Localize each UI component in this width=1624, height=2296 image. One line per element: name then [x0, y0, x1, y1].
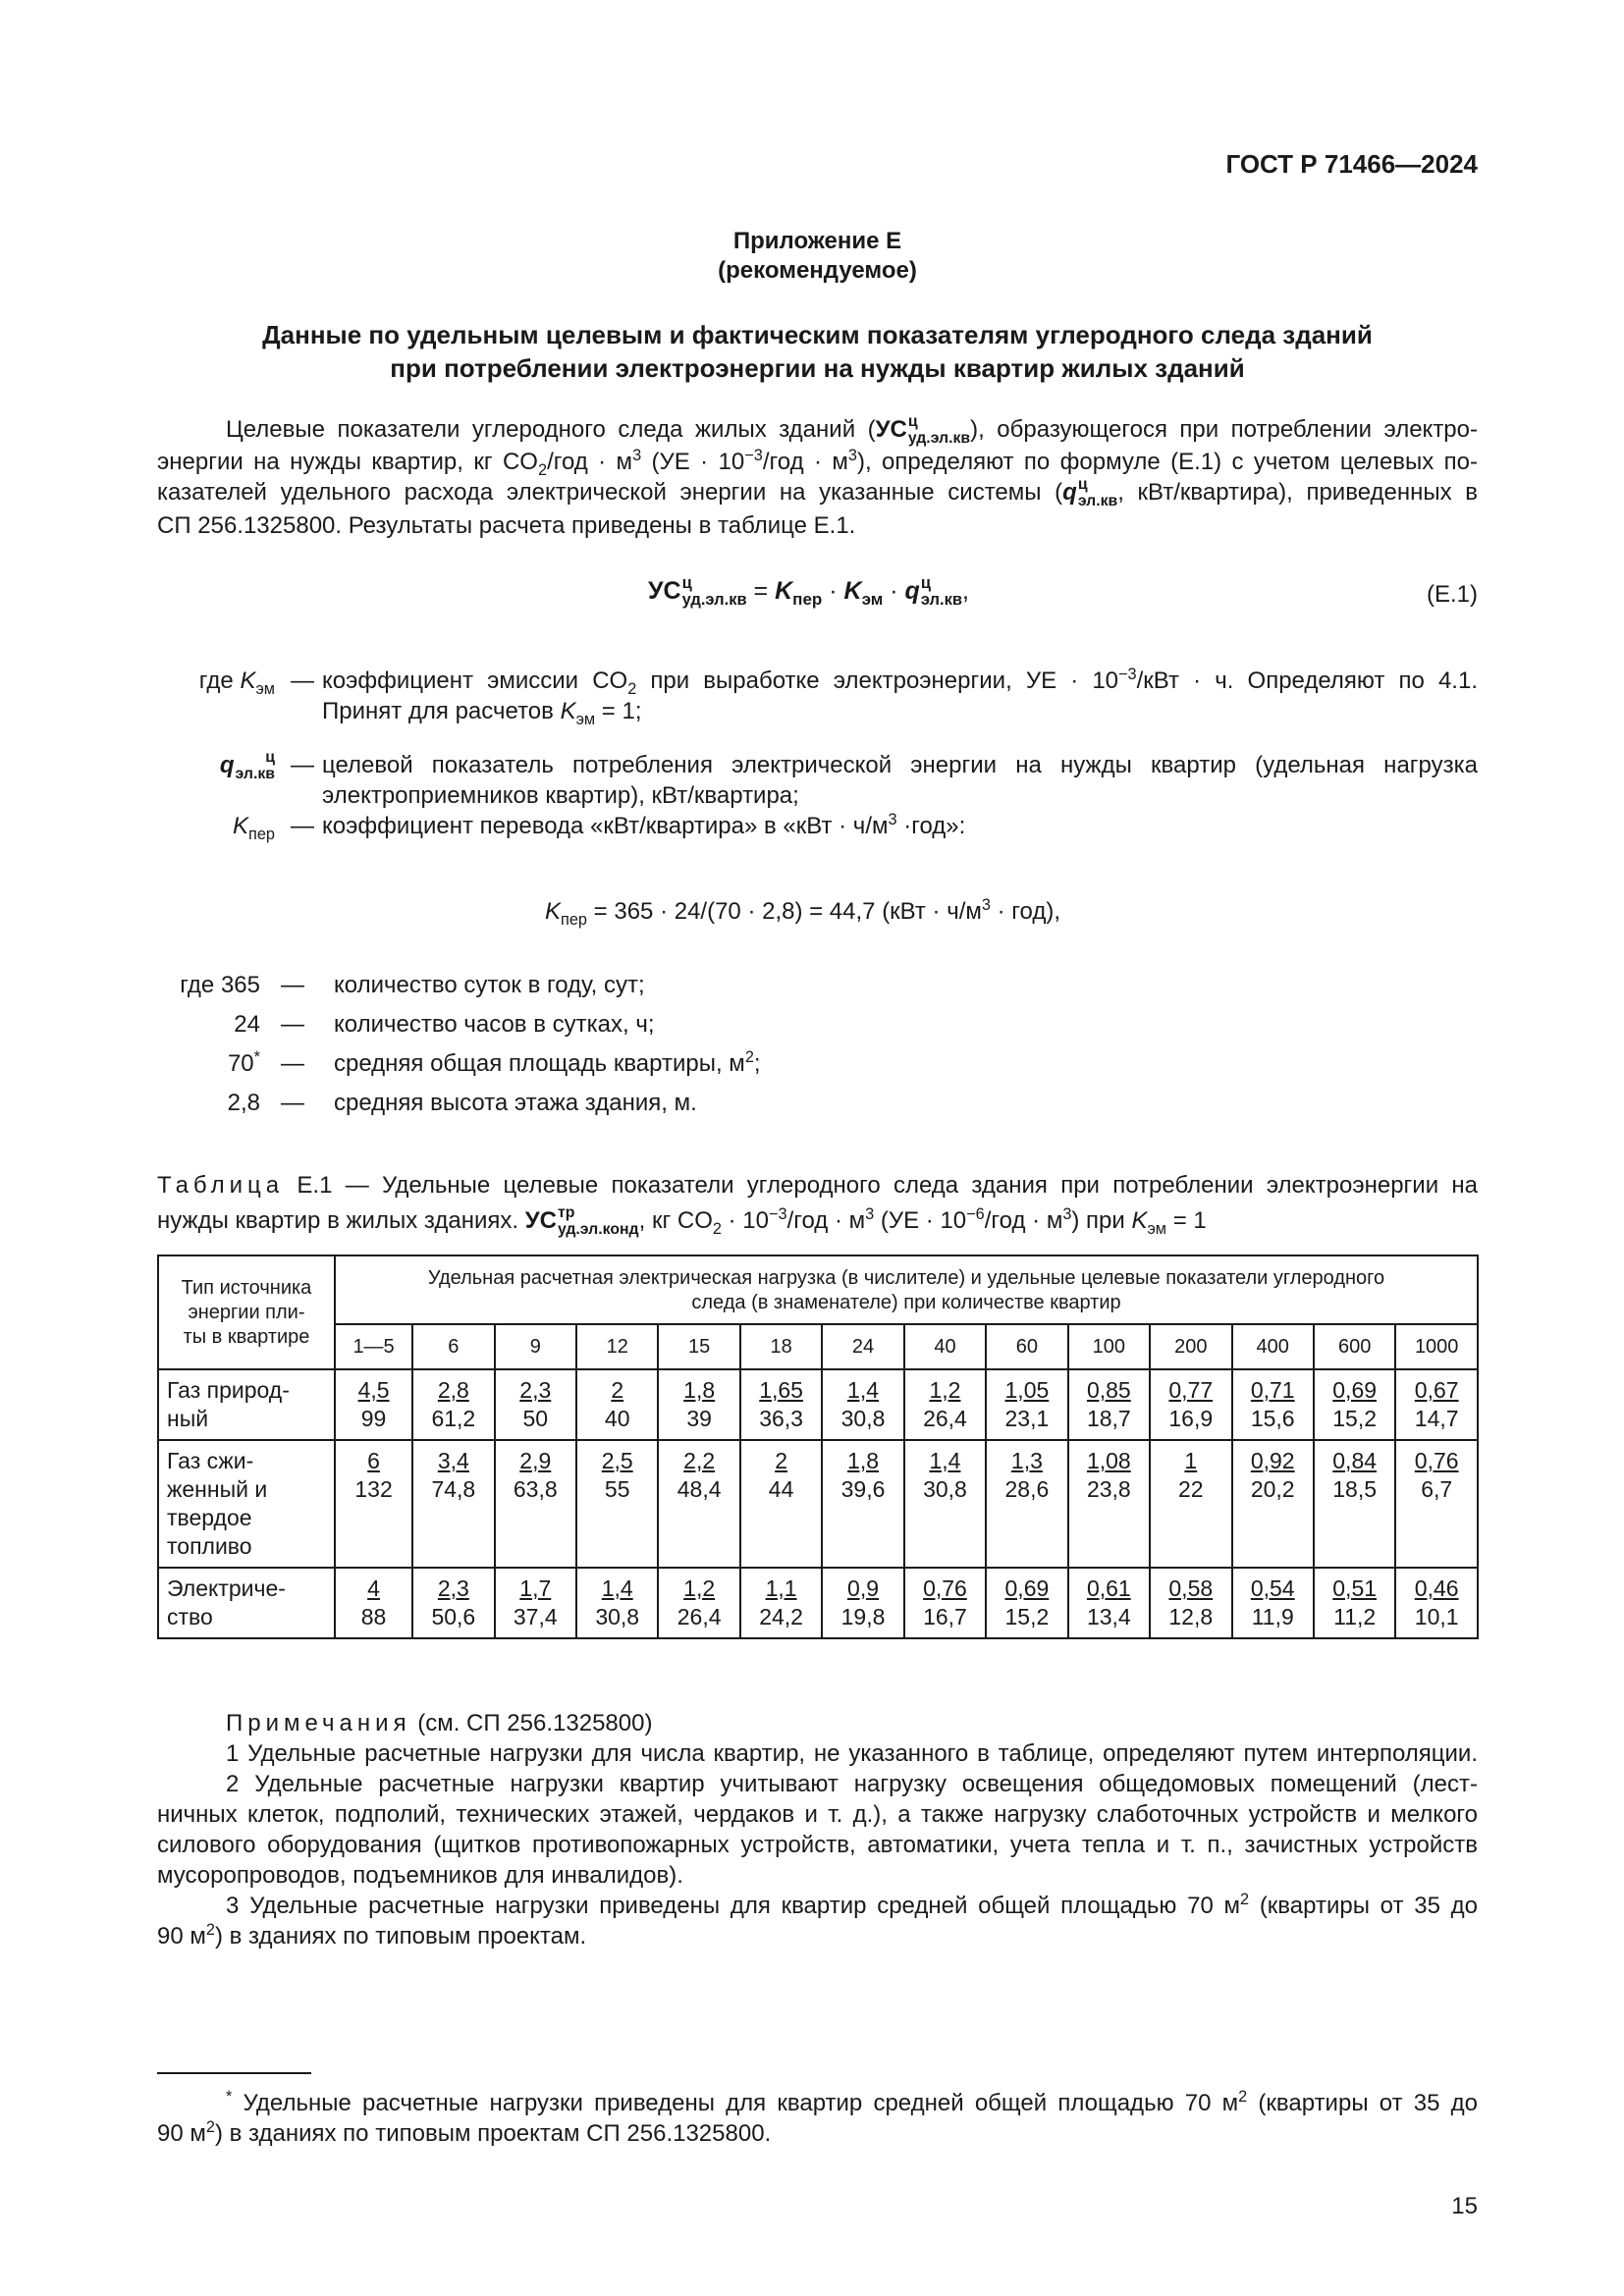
table-notes: [157, 1708, 1478, 1951]
table-cell: [740, 1440, 822, 1568]
row-energy-source: Газ природ- ный: [158, 1369, 335, 1440]
cell-load-value: 0,77: [1168, 1377, 1214, 1403]
footnote-line-1: * Удельные расчетные нагрузки приведены для квартир средней общей площадью 70 $м^2$ (квартиры от 35 до: [226, 2088, 1478, 2116]
table-cell: [495, 1440, 576, 1568]
table-cell: [822, 1568, 903, 1638]
document-number: ГОСТ Р 71466—2024: [1225, 149, 1478, 179]
cell-carbon-value: 26,4: [923, 1406, 967, 1431]
header-apartment-count: 24: [822, 1324, 903, 1369]
cell-carbon-value: 10,1: [1414, 1604, 1459, 1629]
cell-carbon-value: 12,8: [1168, 1604, 1214, 1629]
cell-load-value: 0,76: [923, 1575, 967, 1601]
table-cell: [1068, 1440, 1150, 1568]
cell-carbon-value: 63,8: [513, 1476, 558, 1502]
table-cell: [335, 1568, 412, 1638]
table-cell: [986, 1440, 1067, 1568]
intro-line-4: СП 256.1325800. Результаты расчета приведены в таблице Е.1.: [157, 511, 856, 539]
header-apartment-count: 6: [412, 1324, 494, 1369]
table-cell: [822, 1369, 903, 1440]
table-cell: [1150, 1568, 1231, 1638]
variable-item: [157, 1011, 943, 1046]
cell-load-value: 1,3: [1010, 1448, 1043, 1473]
table-cell: [658, 1568, 739, 1638]
cell-load-value: 1,65: [759, 1377, 803, 1403]
table-cell: [1314, 1369, 1395, 1440]
notes-label: Примечания (см. СП 256.1325800): [226, 1710, 653, 1736]
table-row: [158, 1440, 1478, 1568]
cell-load-value: 2: [775, 1448, 787, 1473]
cell-load-value: 1,08: [1086, 1448, 1131, 1473]
cell-load-value: 0,61: [1086, 1575, 1131, 1601]
variable-text: средняя высота этажа здания, м.: [334, 1090, 697, 1116]
table-cell: [412, 1568, 494, 1638]
cell-load-value: 6: [367, 1448, 380, 1473]
cell-carbon-value: 11,2: [1333, 1604, 1377, 1629]
cell-carbon-value: 39: [686, 1406, 712, 1431]
intro-line-1: Целевые показатели углеродного следа жилых зданий (УС ц уд.эл.кв ), образующегося при потреблении электро-: [226, 413, 1478, 447]
table-caption: Таблица Е.1 — Удельные целевые показатели углеродного следа здания при потреблении электроэнергии на нужды квартир в жилых зданиях. УС тр уд.эл.конд , кг $CO_2 \cdot 10^{-3}/год \cdot м^3$ ($УЕ \cdot 10^{-6}$/год · $м^3$) при $K_{эм} = 1$: [157, 1172, 1478, 1238]
cell-load-value: 0,46: [1414, 1575, 1459, 1601]
cell-load-value: 0,85: [1086, 1377, 1131, 1403]
cell-load-value: 4: [367, 1575, 380, 1601]
cell-carbon-value: 39,6: [840, 1476, 886, 1502]
definition-text: коэффициент перевода «кВт/квартира» в «кВт · $ч/м^3 \cdot год$»:: [322, 811, 966, 839]
table-row: [158, 1568, 1478, 1638]
definition-dash: —: [291, 752, 314, 778]
annex-heading-line-2: при потреблении электроэнергии на нужды квартир жилых зданий: [390, 353, 1245, 383]
header-apartment-count: 400: [1232, 1324, 1314, 1369]
table-cell: [1395, 1568, 1478, 1638]
table-apartment-count-row: [158, 1324, 1478, 1369]
definition-dash: —: [291, 667, 314, 694]
cell-carbon-value: 30,8: [840, 1406, 886, 1431]
intro-paragraph: [157, 414, 1478, 541]
definition-text: целевой показатель потребления электрической энергии на нужды квартир (удельная нагрузка электроприемников квартир), кВт/квартира;: [322, 752, 1478, 809]
table-cell: [1150, 1440, 1231, 1568]
table-cell: [986, 1568, 1067, 1638]
cell-carbon-value: 18,7: [1086, 1406, 1131, 1431]
table-cell: [658, 1369, 739, 1440]
header-apartment-count: 1000: [1395, 1324, 1478, 1369]
cell-load-value: 2,5: [601, 1448, 633, 1473]
header-apartment-count: 1—5: [335, 1324, 412, 1369]
footnote: [157, 2088, 1478, 2149]
cell-load-value: 1,2: [929, 1377, 961, 1403]
table-cell: [740, 1369, 822, 1440]
table-cell: [576, 1369, 658, 1440]
table-cell: [658, 1440, 739, 1568]
cell-carbon-value: 24,2: [759, 1604, 803, 1629]
intro-line-2: энергии на нужды квартир, кг $CO_2$/год · $м^3$ ($УЕ \cdot 10^{-3}$/год · $м^3$), определяют по формуле (Е.1) с учетом целевых по-: [157, 447, 1479, 480]
table-cell: [412, 1440, 494, 1568]
cell-carbon-value: 74,8: [431, 1476, 476, 1502]
cell-carbon-value: 15,2: [1332, 1406, 1378, 1431]
cell-load-value: 1,4: [601, 1575, 633, 1601]
variable-dash: —: [281, 1090, 304, 1116]
table-cell: [1232, 1369, 1314, 1440]
header-source-type: Тип источника энергии пли- ты в квартире: [158, 1255, 335, 1369]
cell-load-value: 1,7: [519, 1575, 552, 1601]
table-cell: [1232, 1440, 1314, 1568]
formula-e1: УС ц уд.эл.кв = $K_{пер} \cdot K_{эм} \cdot q$ ц эл.кв ,: [648, 574, 969, 610]
cell-load-value: 1,8: [847, 1448, 880, 1473]
header-apartment-count: 18: [740, 1324, 822, 1369]
table-cell: [904, 1568, 986, 1638]
table-header-row: [158, 1255, 1478, 1324]
table-cell: [1068, 1568, 1150, 1638]
cell-load-value: 0,58: [1168, 1575, 1214, 1601]
variable-item: [157, 1090, 943, 1125]
cell-carbon-value: 55: [604, 1476, 630, 1502]
definition-symbol: q ц эл.кв: [219, 749, 275, 782]
header-apartment-count: 15: [658, 1324, 739, 1369]
header-apartment-count: 200: [1150, 1324, 1231, 1369]
cell-carbon-value: 13,4: [1086, 1604, 1131, 1629]
cell-carbon-value: 28,6: [1004, 1476, 1050, 1502]
table-cell: [986, 1369, 1067, 1440]
table-cell: [1232, 1568, 1314, 1638]
note-3-line-1: 3 Удельные расчетные нагрузки приведены для квартир средней общей площадью 70 $м^2$ (квартиры от 35 до: [226, 1891, 1478, 1919]
cell-carbon-value: 19,8: [840, 1604, 886, 1629]
cell-carbon-value: 44: [768, 1476, 794, 1502]
cell-load-value: 0,51: [1332, 1575, 1378, 1601]
cell-load-value: 4,5: [357, 1377, 390, 1403]
cell-carbon-value: 30,8: [595, 1604, 640, 1629]
cell-carbon-value: 40: [604, 1406, 630, 1431]
cell-carbon-value: 48,4: [677, 1476, 722, 1502]
annex-status: (рекомендуемое): [718, 257, 917, 284]
header-apartment-count: 12: [576, 1324, 658, 1369]
intro-line-3: казателей удельного расхода электрической энергии на указанные системы (q ц эл.кв , кВт/квартира), приведенных в: [157, 476, 1479, 509]
cell-load-value: 3,4: [437, 1448, 469, 1473]
cell-load-value: 0,69: [1004, 1575, 1050, 1601]
cell-load-value: 0,67: [1414, 1377, 1459, 1403]
table-cell: [1314, 1568, 1395, 1638]
definition-symbol: где $K_{эм}$: [198, 667, 275, 698]
table-cell: [1395, 1369, 1478, 1440]
cell-carbon-value: 23,8: [1086, 1476, 1131, 1502]
table-cell: [495, 1568, 576, 1638]
cell-carbon-value: 23,1: [1004, 1406, 1050, 1431]
cell-carbon-value: 88: [360, 1604, 387, 1629]
formula-k-per: $K_{пер} = 365 \cdot 24/(70 \cdot 2,8) = 44,7$ $(кВт \cdot ч/м^3 \cdot год)$,: [545, 896, 1061, 929]
table-cell: [740, 1568, 822, 1638]
cell-carbon-value: 6,7: [1421, 1476, 1453, 1502]
variable-value: 24: [234, 1011, 260, 1038]
cell-load-value: 0,92: [1250, 1448, 1295, 1473]
cell-carbon-value: 30,8: [923, 1476, 967, 1502]
annex-title: Приложение Е: [732, 228, 902, 254]
table-cell: [576, 1568, 658, 1638]
cell-carbon-value: 50,6: [431, 1604, 476, 1629]
cell-carbon-value: 50: [522, 1406, 549, 1431]
variable-dash: —: [281, 972, 304, 998]
cell-carbon-value: 26,4: [677, 1604, 722, 1629]
cell-carbon-value: 132: [354, 1476, 393, 1502]
note-3-line-2: 90 $м^2$) в зданиях по типовым проектам.: [157, 1921, 587, 1949]
cell-carbon-value: 18,5: [1332, 1476, 1378, 1502]
variable-item: [157, 972, 943, 1007]
note-2-line-4: мусоропроводов, подъемников для инвалидов).: [157, 1862, 683, 1889]
table-cell: [495, 1369, 576, 1440]
cell-load-value: 1,4: [929, 1448, 961, 1473]
cell-load-value: 1: [1184, 1448, 1198, 1473]
table-cell: [1150, 1369, 1231, 1440]
cell-load-value: 2: [611, 1377, 624, 1403]
formula-e1-number: (Е.1): [1426, 581, 1478, 608]
variable-text: количество часов в сутках, ч;: [334, 1011, 655, 1038]
cell-load-value: 1,05: [1004, 1377, 1050, 1403]
cell-carbon-value: 20,2: [1250, 1476, 1295, 1502]
table-cell: [1395, 1440, 1478, 1568]
note-2-line-3: силового оборудования (щитков противопожарных устройств, автоматики, учета тепла и т. п., зачистных устройств: [157, 1832, 1478, 1858]
footnote-separator: [157, 2072, 311, 2074]
cell-load-value: 0,71: [1250, 1377, 1295, 1403]
cell-load-value: 1,1: [765, 1575, 797, 1601]
note-1: 1 Удельные расчетные нагрузки для числа квартир, не указанного в таблице, определяют путем интерполяции.: [226, 1740, 1478, 1767]
page-number: 15: [1451, 2193, 1478, 2219]
cell-carbon-value: 37,4: [513, 1604, 558, 1629]
table-cell: [576, 1440, 658, 1568]
variable-text: количество суток в году, сут;: [334, 972, 645, 998]
note-2-line-2: ничных клеток, подполий, технических этажей, чердаков и т. д.), а также нагрузку слаботочных устройств и мелкого: [157, 1801, 1478, 1828]
variable-item: [157, 1050, 943, 1086]
header-apartment-count: 100: [1068, 1324, 1150, 1369]
table-cell: [1314, 1440, 1395, 1568]
cell-carbon-value: 11,9: [1251, 1604, 1294, 1629]
table-cell: [412, 1369, 494, 1440]
table-cell: [1068, 1369, 1150, 1440]
variable-dash: —: [281, 1011, 304, 1038]
header-specific-loads: Удельная расчетная электрическая нагрузка (в числителе) и удельные целевые показатели углеродного следа (в знаменателе) при количестве квартир: [335, 1255, 1478, 1324]
table-cell: [335, 1369, 412, 1440]
footnote-line-2: 90 $м^2$) в зданиях по типовым проектам СП 256.1325800.: [157, 2118, 772, 2147]
cell-load-value: 2,3: [437, 1575, 469, 1601]
table-cell: [904, 1369, 986, 1440]
cell-carbon-value: 61,2: [431, 1406, 476, 1431]
cell-load-value: 0,69: [1332, 1377, 1378, 1403]
cell-carbon-value: 14,7: [1414, 1406, 1459, 1431]
definition-text: коэффициент эмиссии $CO_2$ при выработке электроэнергии, УЕ · $10^{-3}$/кВт · ч. Определяют по 4.1. Принят для расчетов $K_{эм} = 1$;: [322, 666, 1478, 728]
cell-load-value: 1,8: [683, 1377, 716, 1403]
cell-carbon-value: 16,9: [1168, 1406, 1214, 1431]
table-row: [158, 1369, 1478, 1440]
row-energy-source: Электриче- ство: [158, 1568, 335, 1638]
carbon-footprint-table: [157, 1255, 1479, 1639]
cell-load-value: 2,8: [437, 1377, 469, 1403]
variable-text: средняя общая площадь квартиры, $м^2$;: [334, 1048, 761, 1077]
row-energy-source: Газ сжи- женный и твердое топливо: [158, 1440, 335, 1568]
header-apartment-count: 600: [1314, 1324, 1395, 1369]
cell-carbon-value: 99: [360, 1406, 387, 1431]
definition-symbol: $K_{пер}$: [233, 813, 275, 843]
header-apartment-count: 40: [904, 1324, 986, 1369]
note-2-line-1: 2 Удельные расчетные нагрузки квартир учитывают нагрузку освещения общедомовых помещений (лест-: [226, 1771, 1478, 1797]
variable-value: где 365: [180, 972, 260, 998]
header-apartment-count: 60: [986, 1324, 1067, 1369]
table-cell: [904, 1440, 986, 1568]
cell-carbon-value: 36,3: [759, 1406, 803, 1431]
cell-load-value: 0,54: [1250, 1575, 1295, 1601]
cell-load-value: 0,9: [847, 1575, 880, 1601]
variable-dash: —: [281, 1050, 304, 1077]
header-apartment-count: 9: [495, 1324, 576, 1369]
cell-load-value: 2,3: [519, 1377, 552, 1403]
variable-value: 2,8: [227, 1090, 260, 1116]
definition-dash: —: [291, 813, 314, 839]
table-cell: [822, 1440, 903, 1568]
cell-load-value: 2,9: [519, 1448, 552, 1473]
cell-carbon-value: 15,6: [1250, 1406, 1295, 1431]
cell-carbon-value: 15,2: [1004, 1604, 1050, 1629]
table-cell: [335, 1440, 412, 1568]
annex-heading-line-1: Данные по удельным целевым и фактическим показателям углеродного следа зданий: [262, 320, 1373, 349]
cell-load-value: 0,84: [1332, 1448, 1378, 1473]
cell-load-value: 2,2: [683, 1448, 716, 1473]
variable-value: 70*: [227, 1048, 260, 1077]
cell-carbon-value: 16,7: [923, 1604, 967, 1629]
cell-load-value: 0,76: [1414, 1448, 1459, 1473]
cell-carbon-value: 22: [1177, 1476, 1204, 1502]
cell-load-value: 1,4: [847, 1377, 880, 1403]
cell-load-value: 1,2: [683, 1575, 716, 1601]
